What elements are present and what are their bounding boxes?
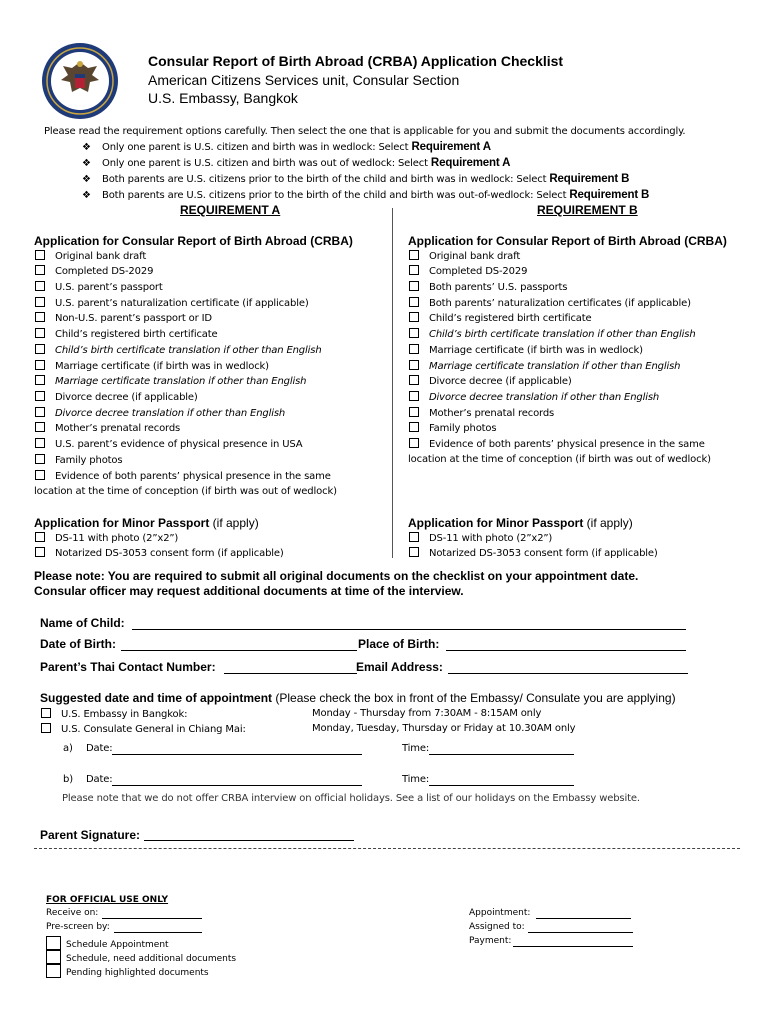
checkbox[interactable]	[35, 312, 45, 322]
time-b-label: Time:	[402, 774, 430, 785]
intro-bullet: ❖ Only one parent is U.S. citizen and birth was out of wedlock: Select Requirement A	[82, 157, 511, 169]
checkbox[interactable]	[409, 312, 419, 322]
date-a-field[interactable]	[112, 754, 362, 755]
checkbox[interactable]	[35, 328, 45, 338]
original-documents-note: Please note: You are required to submit all original documents on the checklist on your appointment date. Consular officer may request additional documents at time of the interview.	[34, 569, 639, 598]
chiang-mai-hours: Monday, Tuesday, Thursday or Friday at 10.30AM only	[312, 723, 576, 734]
req-a-item[interactable]: Child’s birth certificate translation if other than English	[35, 344, 322, 356]
checkbox[interactable]	[35, 281, 45, 291]
req-b-item[interactable]: Both parents’ naturalization certificates (if applicable)	[409, 297, 691, 309]
req-a-passport-item[interactable]: Notarized DS-3053 consent form (if applicable)	[35, 547, 284, 559]
column-divider	[392, 208, 393, 558]
embassy-name: U.S. Embassy, Bangkok	[148, 90, 298, 106]
document-title: Consular Report of Birth Abroad (CRBA) Application Checklist	[148, 53, 564, 69]
req-a-item[interactable]: Mother’s prenatal records	[35, 422, 180, 434]
req-a-item[interactable]: Marriage certificate (if birth was in wedlock)	[35, 360, 269, 372]
checkbox[interactable]	[35, 360, 45, 370]
appointment-option-chiang-mai[interactable]: U.S. Consulate General in Chiang Mai:	[41, 723, 246, 735]
req-a-item[interactable]: Divorce decree translation if other than English	[35, 407, 285, 419]
req-a-item[interactable]: Completed DS-2029	[35, 265, 153, 277]
official-checkbox-item[interactable]: Schedule, need additional documents	[46, 950, 236, 964]
checkbox[interactable]	[35, 422, 45, 432]
checkbox[interactable]	[35, 532, 45, 542]
checkbox[interactable]	[35, 407, 45, 417]
req-a-item[interactable]: U.S. parent’s passport	[35, 281, 163, 293]
req-b-item[interactable]: Original bank draft	[409, 250, 520, 262]
parent-contact-label: Parent’s Thai Contact Number:	[40, 660, 216, 674]
req-a-item[interactable]: Child’s registered birth certificate	[35, 328, 218, 340]
req-b-item[interactable]: Both parents’ U.S. passports	[409, 281, 567, 293]
req-b-item[interactable]: Divorce decree (if applicable)	[409, 375, 572, 387]
date-b-field[interactable]	[112, 785, 362, 786]
appointment-option-bangkok[interactable]: U.S. Embassy in Bangkok:	[41, 708, 187, 720]
checkbox[interactable]	[35, 391, 45, 401]
checkbox[interactable]	[409, 375, 419, 385]
requirement-a-heading: REQUIREMENT A	[180, 203, 281, 217]
req-a-item[interactable]: U.S. parent’s evidence of physical presence in USA	[35, 438, 302, 450]
req-a-item-continued: location at the time of conception (if birth was out of wedlock)	[34, 486, 337, 497]
time-b-field[interactable]	[429, 785, 574, 786]
appointment-official-field[interactable]	[536, 918, 631, 919]
assigned-to-field[interactable]	[528, 932, 633, 933]
time-a-label: Time:	[402, 743, 430, 754]
req-a-crba-title: Application for Consular Report of Birth Abroad (CRBA)	[34, 234, 353, 248]
checkbox[interactable]	[41, 723, 51, 733]
cut-line-divider	[34, 848, 740, 849]
parent-signature-label: Parent Signature:	[40, 828, 141, 842]
checkbox[interactable]	[409, 360, 419, 370]
checkbox[interactable]	[409, 391, 419, 401]
req-b-item[interactable]: Child’s registered birth certificate	[409, 312, 592, 324]
checkbox[interactable]	[409, 344, 419, 354]
date-b-label: Date:	[86, 774, 113, 785]
req-a-item[interactable]: U.S. parent’s naturalization certificate (if applicable)	[35, 297, 309, 309]
date-of-birth-label: Date of Birth:	[40, 637, 116, 651]
checkbox[interactable]	[35, 265, 45, 275]
req-b-item[interactable]: Divorce decree translation if other than English	[409, 391, 659, 403]
checkbox[interactable]	[409, 547, 419, 557]
appointment-official-label: Appointment:	[469, 908, 531, 918]
checkbox[interactable]	[409, 438, 419, 448]
official-checkbox-item[interactable]: Schedule Appointment	[46, 936, 169, 950]
checkbox[interactable]	[41, 708, 51, 718]
req-a-passport-title: Application for Minor Passport (if apply)	[34, 516, 259, 530]
email-label: Email Address:	[356, 660, 443, 674]
req-a-item[interactable]: Evidence of both parents’ physical presence in the same	[35, 470, 331, 482]
time-a-field[interactable]	[429, 754, 574, 755]
checkbox[interactable]	[46, 950, 61, 964]
req-b-crba-title: Application for Consular Report of Birth Abroad (CRBA)	[408, 234, 727, 248]
holiday-note: Please note that we do not offer CRBA interview on official holidays. See a list of our holidays on the Embassy website.	[62, 793, 640, 804]
intro-text: Please read the requirement options carefully. Then select the one that is applicable for you and submit the documents accordingly.	[44, 126, 686, 137]
receive-on-field[interactable]	[102, 918, 202, 919]
checkbox[interactable]	[409, 407, 419, 417]
req-b-item[interactable]: Mother’s prenatal records	[409, 407, 554, 419]
checkbox[interactable]	[409, 328, 419, 338]
bangkok-hours: Monday - Thursday from 7:30AM - 8:15AM only	[312, 708, 542, 719]
req-b-item[interactable]: Marriage certificate translation if other than English	[409, 360, 680, 372]
place-of-birth-label: Place of Birth:	[358, 637, 440, 651]
intro-bullet: ❖ Only one parent is U.S. citizen and birth was in wedlock: Select Requirement A	[82, 141, 491, 153]
intro-bullet: ❖ Both parents are U.S. citizens prior to the birth of the child and birth was in wedlock: Select Requirement B	[82, 173, 630, 185]
checkbox[interactable]	[409, 250, 419, 260]
req-b-item[interactable]: Completed DS-2029	[409, 265, 527, 277]
receive-on-label: Receive on:	[46, 908, 99, 918]
req-b-item[interactable]: Marriage certificate (if birth was in wedlock)	[409, 344, 643, 356]
date-a-label: Date:	[86, 743, 113, 754]
unit-name: American Citizens Services unit, Consular Section	[148, 72, 460, 88]
checkbox[interactable]	[35, 454, 45, 464]
intro-bullet: ❖ Both parents are U.S. citizens prior to the birth of the child and birth was out-of-wedlock: Select Requirement B	[82, 189, 650, 201]
req-b-item-continued: location at the time of conception (if birth was out of wedlock)	[408, 454, 711, 465]
official-use-title: FOR OFFICIAL USE ONLY	[46, 895, 169, 905]
req-a-item[interactable]: Divorce decree (if applicable)	[35, 391, 198, 403]
date-of-birth-field[interactable]	[121, 650, 357, 651]
checkbox[interactable]	[409, 265, 419, 275]
payment-field[interactable]	[513, 946, 633, 947]
req-b-passport-item[interactable]: Notarized DS-3053 consent form (if applicable)	[409, 547, 658, 559]
req-a-item[interactable]: Non-U.S. parent’s passport or ID	[35, 312, 212, 324]
checkbox[interactable]	[409, 281, 419, 291]
checkbox[interactable]	[46, 964, 61, 978]
checkbox[interactable]	[46, 936, 61, 950]
checkbox[interactable]	[409, 532, 419, 542]
assigned-to-label: Assigned to:	[469, 922, 525, 932]
email-field[interactable]	[448, 673, 688, 674]
checkbox[interactable]	[35, 547, 45, 557]
checkbox[interactable]	[409, 422, 419, 432]
checkbox[interactable]	[35, 438, 45, 448]
req-b-item[interactable]: Family photos	[409, 422, 496, 434]
requirement-b-heading: REQUIREMENT B	[537, 203, 638, 217]
checkbox[interactable]	[409, 297, 419, 307]
req-a-passport-item[interactable]: DS-11 with photo (2”x2”)	[35, 532, 178, 544]
checkbox[interactable]	[35, 470, 45, 480]
req-a-item[interactable]: Original bank draft	[35, 250, 146, 262]
prescreen-field[interactable]	[114, 932, 202, 933]
req-b-item[interactable]: Evidence of both parents’ physical presence in the same	[409, 438, 705, 450]
place-of-birth-field[interactable]	[446, 650, 686, 651]
date-a-marker: a)	[63, 743, 73, 754]
parent-signature-field[interactable]	[144, 840, 354, 841]
checkbox[interactable]	[35, 344, 45, 354]
appointment-title: Suggested date and time of appointment (Please check the box in front of the Embassy/ Consulate you are applying)	[40, 691, 676, 705]
req-b-passport-item[interactable]: DS-11 with photo (2”x2”)	[409, 532, 552, 544]
checkbox[interactable]	[35, 297, 45, 307]
payment-label: Payment:	[469, 936, 512, 946]
req-b-item[interactable]: Child’s birth certificate translation if other than English	[409, 328, 696, 340]
checkbox[interactable]	[35, 250, 45, 260]
name-of-child-label: Name of Child:	[40, 616, 125, 630]
parent-contact-field[interactable]	[224, 673, 357, 674]
prescreen-label: Pre-screen by:	[46, 922, 110, 932]
req-b-passport-title: Application for Minor Passport (if apply)	[408, 516, 633, 530]
checkbox[interactable]	[35, 375, 45, 385]
req-a-item[interactable]: Family photos	[35, 454, 122, 466]
name-of-child-field[interactable]	[132, 629, 686, 630]
date-b-marker: b)	[63, 774, 73, 785]
embassy-seal	[41, 42, 119, 120]
official-checkbox-item[interactable]: Pending highlighted documents	[46, 964, 209, 978]
req-a-item[interactable]: Marriage certificate translation if other than English	[35, 375, 306, 387]
